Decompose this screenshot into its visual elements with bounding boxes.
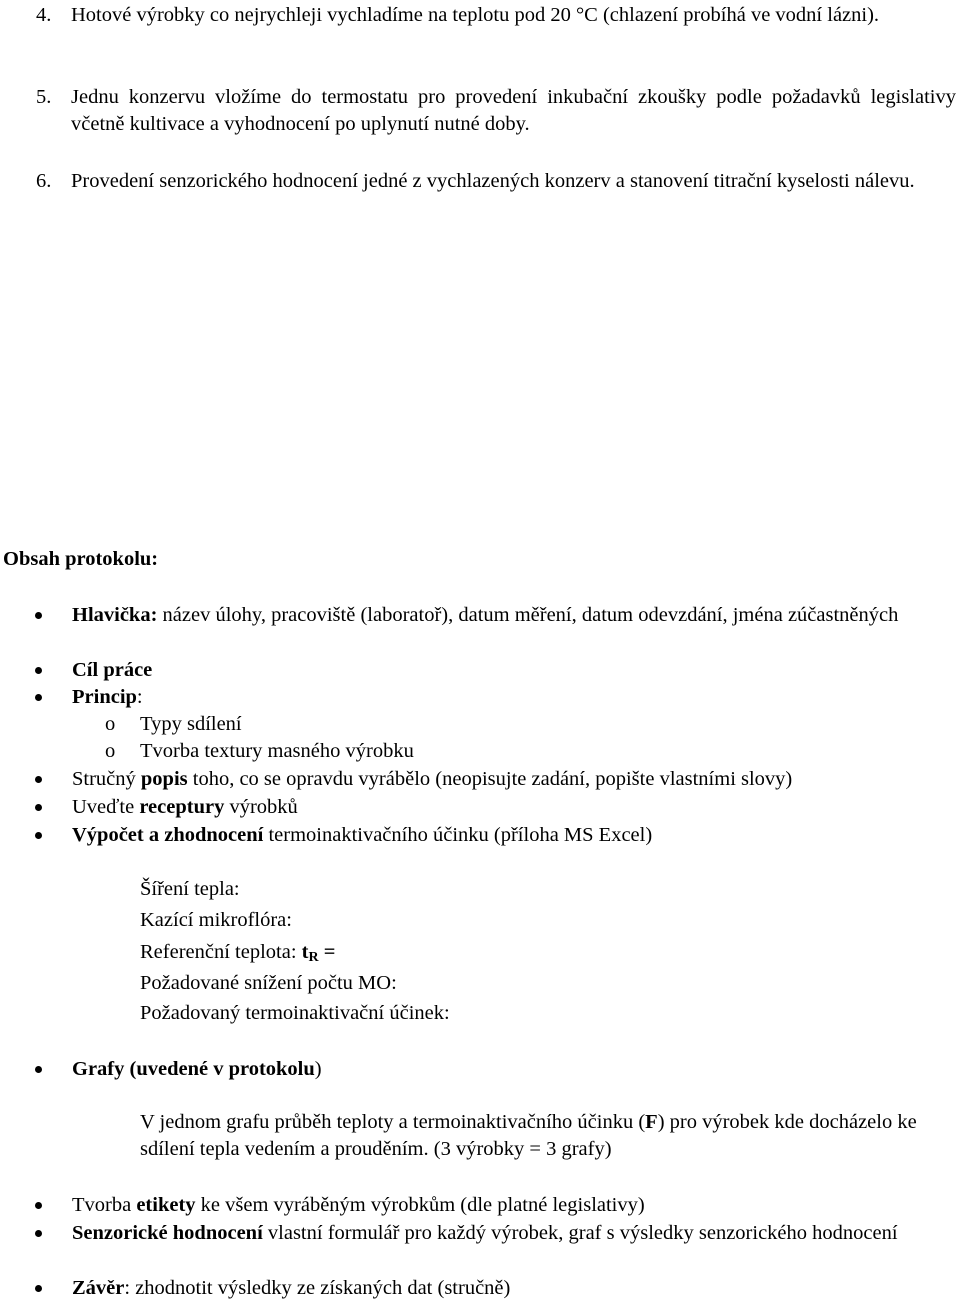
- step-text: Jednu konzervu vložíme do termostatu pro provedení inkubační zkoušky podle požadavků legislativy včetně kultivace a vyhodnocení po uplynutí nutné doby.: [71, 86, 956, 135]
- bullet-bold: etikety: [136, 1194, 196, 1216]
- bullet-dot: [35, 832, 42, 839]
- bullet-bold: Cíl práce: [72, 659, 153, 681]
- bullet-bold: Senzorické hodnocení: [72, 1222, 263, 1244]
- bullet-text: termoinaktivačního účinku (příloha MS Excel): [263, 824, 653, 846]
- bullet-text: ): [314, 1058, 322, 1080]
- bullet-text: : zhodnotit výsledky ze získaných dat (stručně): [124, 1277, 511, 1299]
- bullet-vypocet: [72, 822, 912, 849]
- step-6: [36, 168, 956, 195]
- bullet-cil: [72, 657, 912, 684]
- bullet-prefix: Tvorba: [72, 1194, 137, 1216]
- grafy-paragraph: [140, 1109, 920, 1163]
- bullet-dot: [35, 667, 42, 674]
- bullet-senzoricke: [72, 1220, 912, 1247]
- bullet-text: ke všem vyráběným výrobkům (dle platné legislativy): [195, 1194, 645, 1216]
- calc-subscript: R: [308, 950, 319, 965]
- sub-item-tvorba: [105, 738, 414, 765]
- calc-sireni: Šíření tepla:: [140, 878, 240, 900]
- bullet-bold: Princip: [72, 686, 137, 708]
- sub-text: Tvorba textury masného výrobku: [140, 740, 414, 762]
- calc-equals: =: [318, 941, 336, 963]
- bullet-dot: [35, 804, 42, 811]
- bullet-popis: [72, 766, 912, 793]
- step-number: 5.: [36, 86, 52, 108]
- step-text: Hotové výrobky co nejrychleji vychladíme na teplotu pod 20 °C (chlazení probíhá ve vodní lázni).: [71, 4, 880, 26]
- step-4: [36, 2, 956, 29]
- bullet-bold: popis: [140, 768, 188, 790]
- bullet-dot: [35, 1202, 42, 1209]
- bullet-prefix: Stručný: [72, 768, 141, 790]
- sub-marker: o: [105, 740, 116, 762]
- sub-item-typy: [105, 711, 242, 738]
- bullet-dot: [35, 1285, 42, 1292]
- bullet-hlavicka: [72, 602, 912, 629]
- para-bold: F: [645, 1111, 658, 1133]
- bullet-text: výrobků: [224, 796, 298, 818]
- bullet-prefix: Uveďte: [72, 796, 140, 818]
- step-number: 6.: [36, 170, 52, 192]
- calc-snizeni: Požadované snížení počtu MO:: [140, 972, 397, 994]
- bullet-text: název úlohy, pracoviště (laboratoř), datum měření, datum odevzdání, jména zúčastněných: [157, 604, 899, 626]
- sub-marker: o: [105, 713, 116, 735]
- bullet-dot: [35, 612, 42, 619]
- bullet-text: :: [136, 686, 143, 708]
- calc-symbol: t: [301, 941, 309, 963]
- bullet-bold: receptury: [139, 796, 225, 818]
- bullet-bold: Závěr: [72, 1277, 125, 1299]
- calc-referencni: [140, 939, 335, 966]
- calc-label: Referenční teplota:: [140, 941, 302, 963]
- bullet-bold: Hlavička:: [72, 604, 158, 626]
- section-heading: Obsah protokolu:: [3, 548, 159, 570]
- para-text: ) pro výrobek kde docházelo ke sdílení tepla vedením a prouděním. (3 výrobky = 3 grafy): [140, 1111, 917, 1160]
- bullet-etikety: [72, 1192, 912, 1219]
- bullet-dot: [35, 1066, 42, 1073]
- step-text: Provedení senzorického hodnocení jedné z vychlazených konzerv a stanovení titrační kyselosti nálevu.: [71, 170, 915, 192]
- bullet-text: vlastní formulář pro každý výrobek, graf s výsledky senzorického hodnocení: [262, 1222, 898, 1244]
- bullet-bold: Výpočet a zhodnocení: [72, 824, 264, 846]
- para-text: V jednom grafu průběh teploty a termoinaktivačního účinku (: [140, 1111, 646, 1133]
- calc-kazici: Kazící mikroflóra:: [140, 909, 292, 931]
- bullet-text: toho, co se opravdu vyrábělo (neopisujte zadání, popište vlastními slovy): [187, 768, 793, 790]
- bullet-dot: [35, 1230, 42, 1237]
- bullet-princip: [72, 684, 912, 711]
- bullet-receptury: [72, 794, 912, 821]
- step-5: [36, 84, 956, 138]
- bullet-bold: Grafy (uvedené v protokolu: [72, 1058, 315, 1080]
- bullet-dot: [35, 776, 42, 783]
- step-number: 4.: [36, 4, 52, 26]
- bullet-dot: [35, 694, 42, 701]
- sub-text: Typy sdílení: [140, 713, 242, 735]
- calc-ucinek: Požadovaný termoinaktivační účinek:: [140, 1002, 450, 1024]
- bullet-zaver: [72, 1275, 912, 1302]
- bullet-grafy: [72, 1056, 912, 1083]
